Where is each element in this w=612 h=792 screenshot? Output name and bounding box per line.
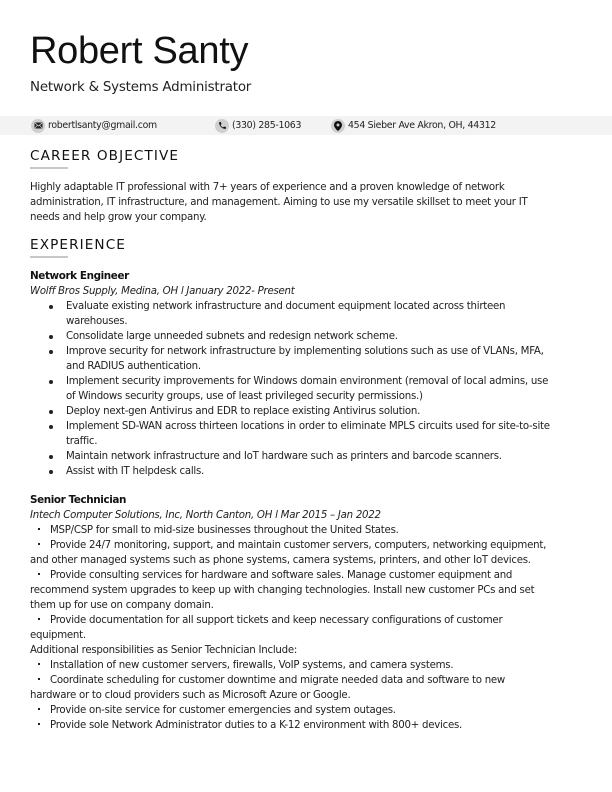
job-company-dates: Intech Computer Solutions, Inc, North Canton, OH l Mar 2015 – Jan 2022	[30, 510, 381, 521]
phone-text: (330) 285-1063	[232, 120, 302, 131]
list-item: Provide consulting services for hardware and software sales. Manage customer equipment and	[38, 568, 586, 583]
list-item: Implement SD-WAN across thirteen locations in order to eliminate MPLS circuits used for site-to-site traffic.	[30, 419, 586, 449]
section-heading-rule	[30, 256, 68, 258]
envelope-icon	[31, 119, 45, 133]
phone-icon	[215, 119, 229, 133]
candidate-title: Network & Systems Administrator	[30, 80, 252, 95]
job-bullet-list	[30, 299, 586, 479]
list-item: Coordinate scheduling for customer downtime and migrate needed data and software to new	[38, 673, 586, 688]
objective-line: needs and help grow your company.	[30, 212, 207, 223]
list-item: Assist with IT helpdesk calls.	[30, 464, 586, 479]
job-bullet-list: MSP/CSP for small to mid-size businesses throughout the United States. Provide 24/7 monitoring, support, and maintain customer servers, computers, networking equipment, and other managed systems such as phone systems, camera systems, printers, and other IoT devices. Provide consulting services for hardware and software sales. Manage customer equipment and recommend system upgrades to keep up with changing technologies. Install new customer PCs and set them up for use on company domain. Provide documentation for all support tickets and keep necessary configurations of customer equipment. Additional responsibilities as Senior Technician Include: Installation of new customer servers, firewalls, VoIP systems, and camera systems. Coordinate scheduling for customer downtime and migrate needed data and software to new hardware or to cloud providers such as Microsoft Azure or Google. Provide on-site service for customer emergencies and system outages. Provide sole Network Administrator duties to a K-12 environment with 800+ devices.	[38, 523, 586, 733]
objective-line: Highly adaptable IT professional with 7+ years of experience and a proven knowledge of network	[30, 182, 505, 193]
section-heading-rule	[30, 167, 68, 169]
list-item: Deploy next-gen Antivirus and EDR to replace existing Antivirus solution.	[30, 404, 586, 419]
list-item: Consolidate large unneeded subnets and redesign network scheme.	[30, 329, 586, 344]
email-text: robertlsanty@gmail.com	[48, 120, 157, 131]
list-item: Maintain network infrastructure and IoT hardware such as printers and barcode scanners.	[30, 449, 586, 464]
objective-line: administration, IT infrastructure, and management. Aiming to use my versatile skillset to meet your IT	[30, 197, 528, 208]
list-item: Installation of new customer servers, firewalls, VoIP systems, and camera systems.	[38, 658, 586, 673]
career-objective-text	[30, 180, 586, 225]
list-item: Provide 24/7 monitoring, support, and maintain customer servers, computers, networking equipment,	[38, 538, 586, 553]
job-company-dates: Wolff Bros Supply, Medina, OH l January 2022- Present	[30, 286, 295, 297]
contact-bar	[0, 116, 612, 135]
list-item: Improve security for network infrastructure by implementing solutions such as use of VLANs, MFA, and RADIUS authentication.	[30, 344, 586, 374]
list-item: Provide on-site service for customer emergencies and system outages.	[38, 703, 586, 718]
address-text: 454 Sieber Ave Akron, OH, 44312	[348, 120, 496, 131]
list-item: MSP/CSP for small to mid-size businesses throughout the United States.	[38, 523, 586, 538]
contact-phone[interactable]	[215, 116, 301, 135]
list-item: Implement security improvements for Windows domain environment (removal of local admins, use of Windows security groups, use of least privileged security permissions.)	[30, 374, 586, 404]
list-item: Evaluate existing network infrastructure and document equipment located across thirteen warehouses.	[30, 299, 586, 329]
contact-email[interactable]	[31, 116, 157, 135]
job-title: Network Engineer	[30, 270, 129, 282]
section-heading-career-objective: CAREER OBJECTIVE	[30, 148, 180, 164]
list-item: Provide sole Network Administrator duties to a K-12 environment with 800+ devices.	[38, 718, 586, 733]
candidate-name: Robert Santy	[30, 30, 249, 72]
list-item: Provide documentation for all support tickets and keep necessary configurations of customer	[38, 613, 586, 628]
section-heading-experience: EXPERIENCE	[30, 237, 126, 253]
job-title: Senior Technician	[30, 494, 126, 506]
contact-address	[331, 116, 496, 135]
map-pin-icon	[331, 119, 345, 133]
additional-responsibilities-label: Additional responsibilities as Senior Technician Include:	[30, 645, 298, 656]
